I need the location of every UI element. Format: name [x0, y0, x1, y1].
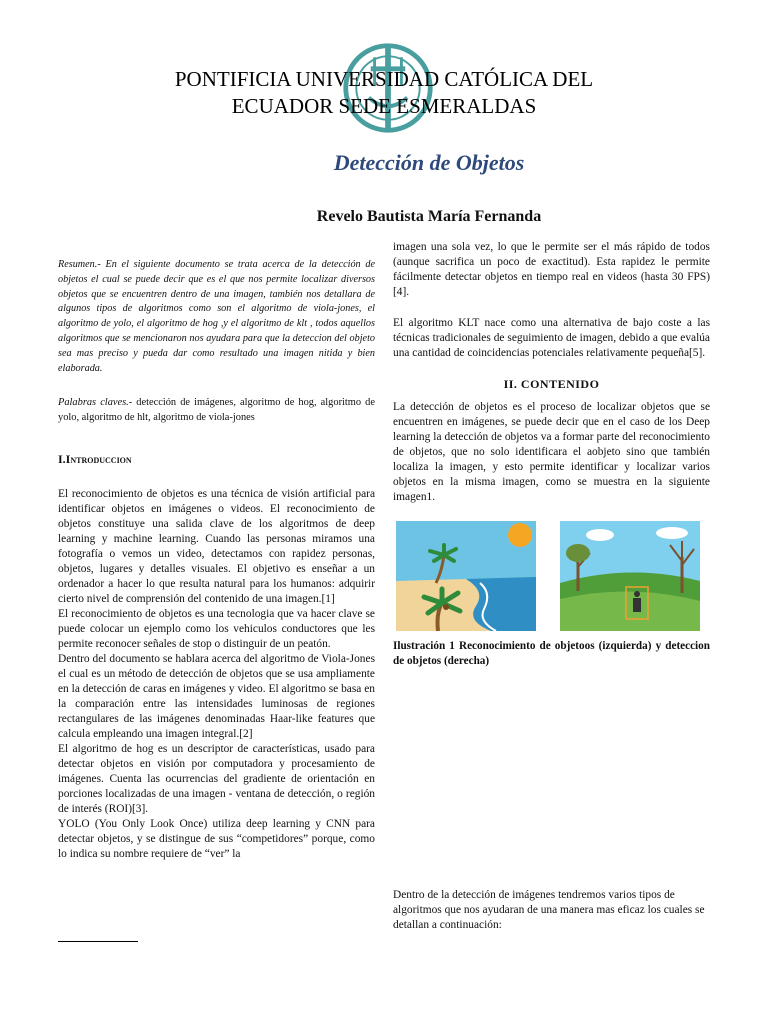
university-name-line2: ECUADOR SEDE ESMERALDAS	[231, 94, 537, 118]
section-heading-contenido: II. CONTENIDO	[503, 377, 600, 391]
university-name-line1: PONTIFICIA UNIVERSIDAD CATÓLICA DEL	[174, 67, 594, 91]
keywords	[58, 396, 375, 426]
intro-paragraph-4: El algoritmo de hog es un descriptor de características, usado para detectar objetos en visión por computadora y procesamiento de imágenes. Cuenta las ocurrencias del gradiente de orientación en porciones localizadas de una imagen - ventana de detección, o región de interés (ROI)[3].	[58, 742, 375, 815]
intro-paragraph-3: Dentro del documento se hablara acerca del algoritmo de Viola-Jones el cual es un método de detección de objetos que se usa ampliamente en la detección de caras en imágenes y video. El algoritmo se basa en la comparación entre las intensidades luminosas de regiones rectangulares de las imágenes denominadas Haar-like features que calcula empleando una imagen integral.[2]	[58, 652, 375, 740]
section-number: I.	[58, 451, 66, 466]
keywords-text: detección de imágenes, algoritmo de hog, algoritmo de yolo, algoritmo de hlt, algoritmo de viola-jones	[58, 397, 375, 424]
right-paragraph-1: imagen una sola vez, lo que le permite ser el más rápido de todos (aunque sacrifica un poco de exactitud). Esta rapidez le permite fácilmente detectar objetos en tiempo real en videos (hasta 30 FPS)[4].	[393, 241, 710, 298]
footnote-rule	[58, 941, 138, 942]
abstract: Resumen.- En el siguiente documento se trata acerca de la detección de objetos el cual se puede decir que es el que nos permite localizar diversos objetos que se encuentren dentro de una imagen, también nos detallara de algunos tipos de algoritmos como son el algoritmo de viola-jones, el algoritmo de yolo, el algoritmo de hog ,y el algoritmo de klt , todos aquellos algoritmos que se mencionaron nos ayudara para que la deteccion del objeto sea mas preciso y pueda dar como resultado una imagen nitida y bien elaborada.	[58, 259, 375, 374]
intro-paragraph-2: El reconocimiento de objetos es una tecnologia que va hacer clave se puede colocar un ejemplo como los vehiculos conductores que les permite reconocer señales de stop o distinguir de un peatón.	[58, 607, 375, 650]
section-title: Introduccion	[65, 451, 132, 466]
figure-caption: Ilustración 1 Reconocimiento de objetoos (izquierda) y deteccion de objetos (derecha)	[393, 640, 710, 667]
university-name	[0, 66, 768, 120]
right-paragraph-final: Dentro de la detección de imágenes tendremos varios tipos de algoritmos que nos ayudaran de una manera mas eficaz los cuales se detallan a continuación:	[393, 889, 705, 931]
author-name: Revelo Bautista María Fernanda	[316, 208, 542, 225]
section-heading-introduccion	[58, 452, 375, 467]
beach-illustration	[396, 521, 536, 631]
right-column	[393, 240, 710, 669]
figure-1	[393, 521, 710, 639]
intro-paragraph-1: El reconocimiento de objetos es una técnica de visión artificial para identificar objetos en imágenes o videos. El reconocimiento de objetos constituye una salida clave de los algoritmos de deep learning y machine learning. Cuando las personas miramos una fotografía o vemos un video, detectamos con rapidez personas, objetos, lugares y detalles visuales. El objetivo es enseñar a un ordenador a hacer lo que resulta natural para los humanos: adquirir cierto nivel de comprensión del contenido de una imagen.[1]	[58, 487, 375, 605]
keywords-label: Palabras claves.-	[58, 397, 133, 409]
right-paragraph-2: El algoritmo KLT nace como una alternativa de bajo coste a las técnicas tradicionales de seguimiento de imagen, debido a que evalúa una cantidad de coincidencias potenciales relativamente pequeña[5].	[393, 317, 710, 359]
paper-title: Detección de Objetos	[333, 150, 525, 175]
field-detection-illustration	[560, 521, 700, 631]
contenido-paragraph: La detección de objetos es el proceso de localizar objetos que se encuentren en imágenes, se puede decir que en el caso de los Deep learning la detección de objetos va a formar parte del reconocimiento de objetos, que no solo identificara el aobjeto sino que también localiza la imagen, y esto permite identificar y localizar varios objetos en la misma imagen, como se muestra en la siguiente imagen1.	[393, 401, 710, 503]
intro-paragraph-5: YOLO (You Only Look Once) utiliza deep learning y CNN para detectar objetos, y se distingue de sus “competidores” porque, como lo indica su nombre requiere de “ver” la	[58, 817, 375, 860]
left-column	[58, 240, 375, 862]
